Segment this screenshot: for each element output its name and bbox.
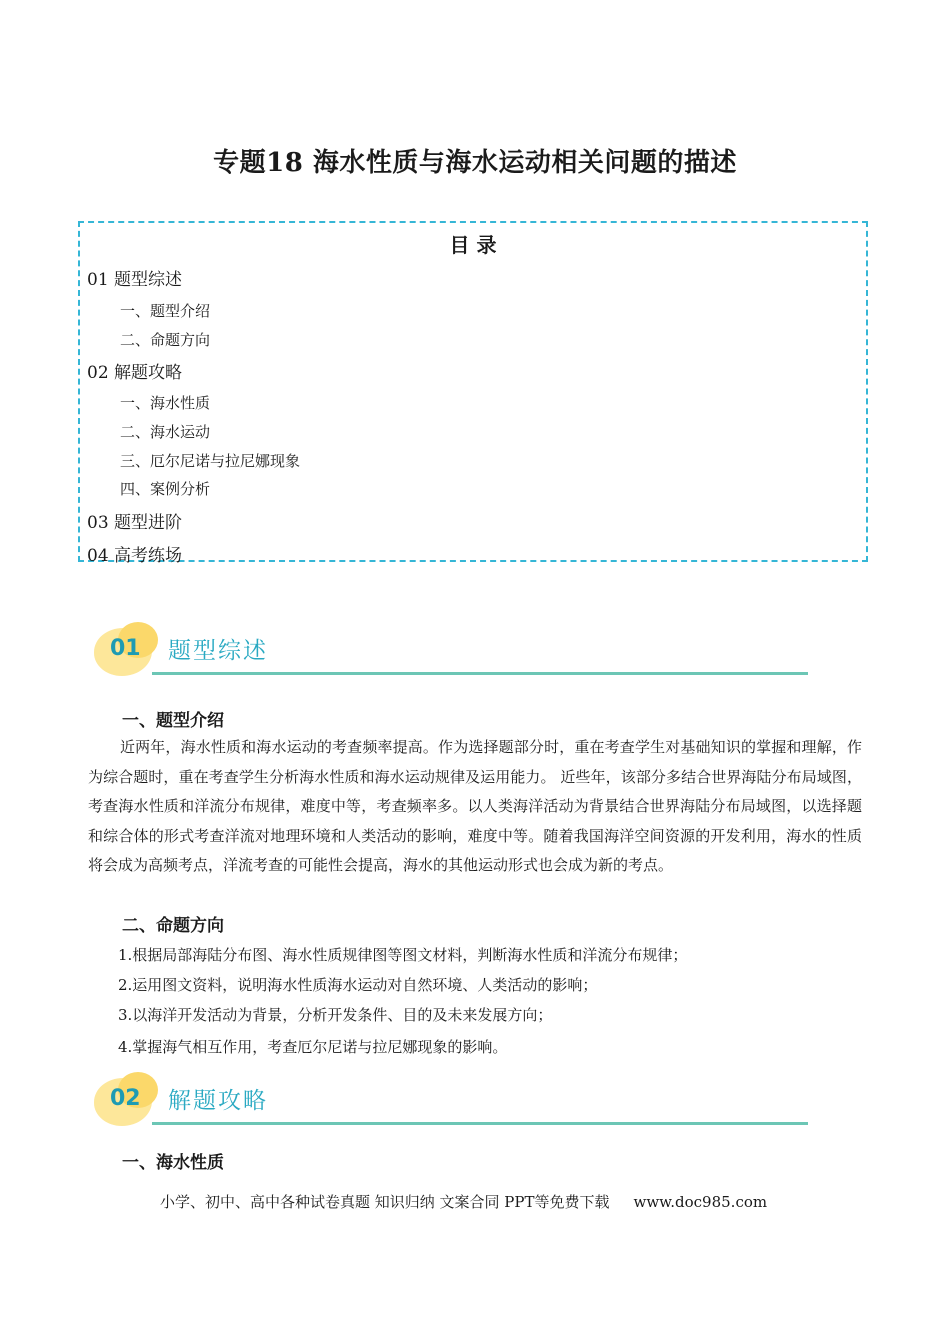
toc-item[interactable]: 01 题型综述 [87, 270, 183, 290]
table-of-contents [78, 221, 868, 566]
section-divider [152, 672, 808, 675]
toc-item[interactable]: 03 题型进阶 [87, 513, 183, 533]
toc-item[interactable]: 一、题型介绍 [120, 302, 211, 320]
section-name: 解题攻略 [168, 1088, 268, 1114]
toc-item[interactable]: 一、海水性质 [120, 394, 211, 412]
section-header-02 [88, 1070, 828, 1140]
section-name: 题型综述 [168, 638, 268, 664]
list-item: 2.运用图文资料，说明海水性质海水运动对自然环境、人类活动的影响； [118, 976, 598, 994]
toc-item[interactable]: 02 解题攻略 [87, 363, 183, 383]
subheading: 一、题型介绍 [122, 711, 224, 731]
subheading: 一、海水性质 [122, 1153, 224, 1173]
subheading: 二、命题方向 [122, 916, 224, 936]
toc-item[interactable]: 二、命题方向 [120, 331, 211, 349]
page-title: 专题18 海水性质与海水运动相关问题的描述 [213, 148, 737, 178]
footer-text: 小学、初中、高中各种试卷真题 知识归纳 文案合同 PPT等免费下载 [160, 1193, 610, 1211]
section-header-01 [88, 620, 828, 690]
intro-paragraph: 近两年，海水性质和海水运动的考查频率提高。作为选择题部分时，重在考查学生对基础知识的掌握和理解，作为综合题时，重在考查学生分析海水性质和海水运动规律及运用能力。 近些年，该部分多结合世界海陆分布局域图，考查海水性质和洋流分布规律，难度中等，考查频率多。以人类海洋活动为背景结合世界海陆分布局域图，以选择题和综合体的形式考查洋流对地理环境和人类活动的影响，难度中等。随着我国海洋空间资源的开发利用，海水的性质将会成为高频考点，洋流考查的可能性会提高，海水的其他运动形式也会成为新的考点。 [88, 738, 862, 874]
toc-item[interactable]: 三、厄尔尼诺与拉尼娜现象 [120, 452, 301, 470]
list-item: 1.根据局部海陆分布图、海水性质规律图等图文材料，判断海水性质和洋流分布规律； [118, 946, 688, 964]
toc-heading: 目 录 [449, 233, 497, 257]
section-divider [152, 1122, 808, 1125]
section-number: 02 [110, 1086, 141, 1111]
toc-item[interactable]: 四、案例分析 [120, 480, 211, 498]
toc-item[interactable]: 二、海水运动 [120, 423, 211, 441]
toc-item[interactable]: 04 高考练场 [87, 546, 183, 566]
section-number: 01 [110, 636, 141, 661]
footer-link[interactable]: www.doc985.com [633, 1193, 768, 1211]
page-footer [160, 1191, 767, 1212]
list-item: 4.掌握海气相互作用，考查厄尔尼诺与拉尼娜现象的影响。 [118, 1038, 508, 1056]
list-item: 3.以海洋开发活动为背景，分析开发条件、目的及未来发展方向； [118, 1006, 553, 1024]
